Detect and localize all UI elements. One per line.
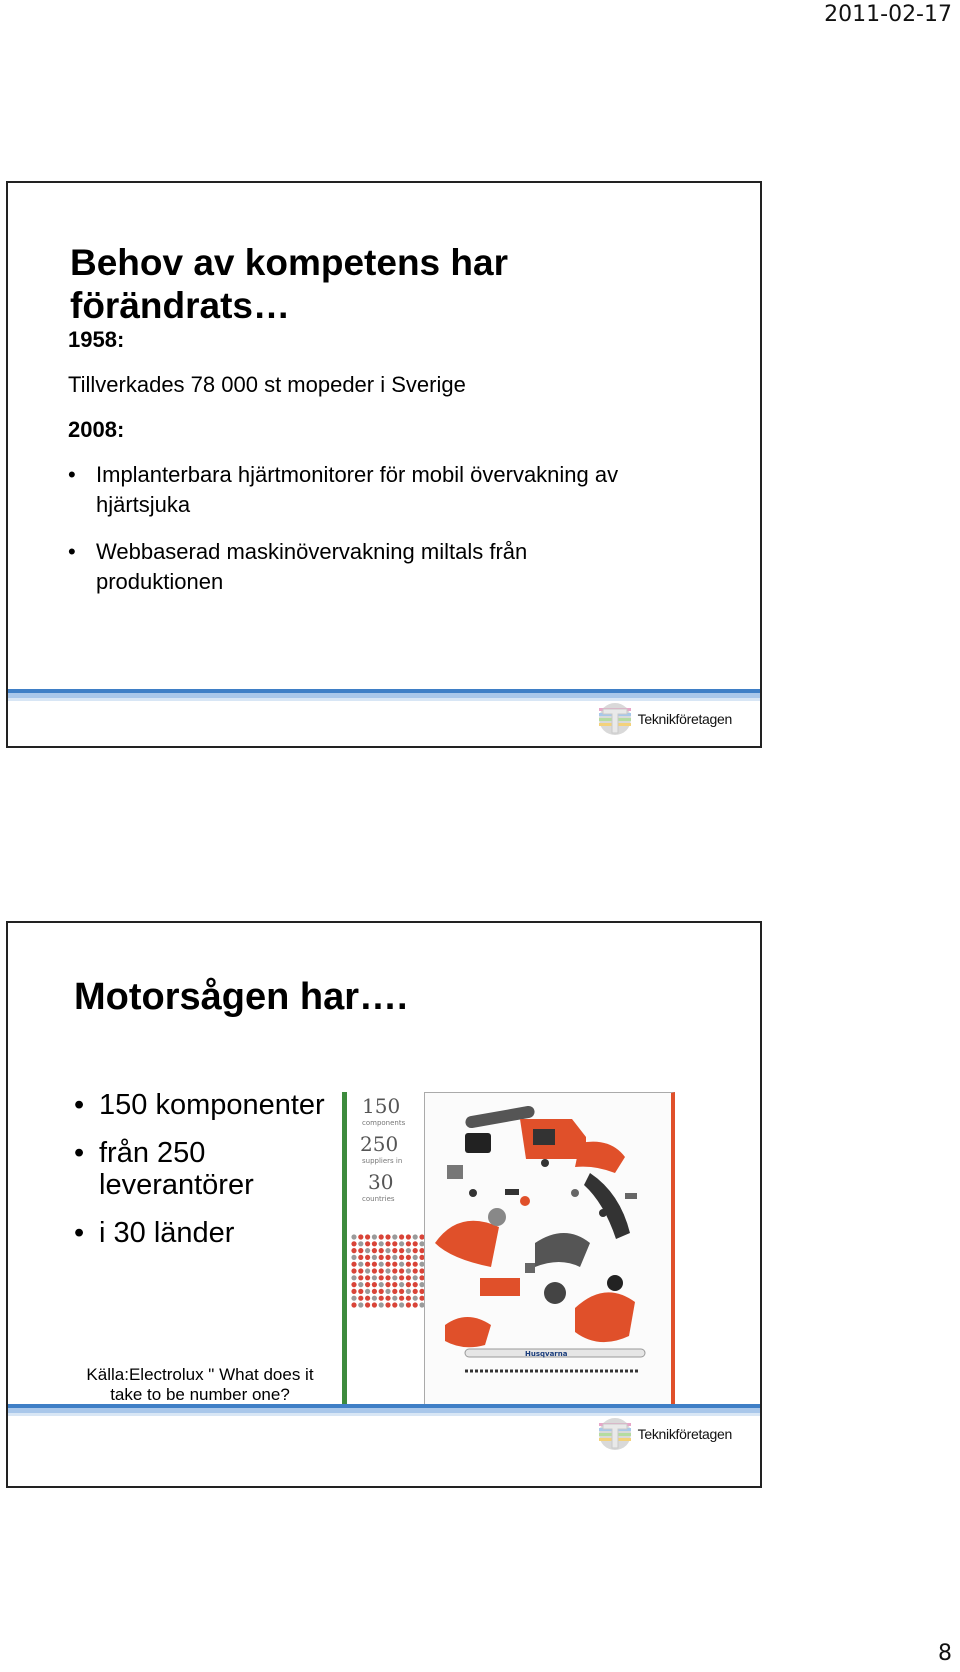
supplier-dot xyxy=(392,1302,397,1307)
supplier-dot xyxy=(392,1282,397,1287)
supplier-dot xyxy=(379,1234,384,1239)
supplier-dot xyxy=(413,1241,418,1246)
supplier-dot xyxy=(372,1289,377,1294)
supplier-dot xyxy=(372,1262,377,1267)
supplier-dot xyxy=(392,1255,397,1260)
supplier-dot xyxy=(392,1241,397,1246)
supplier-dot xyxy=(392,1289,397,1294)
supplier-dot xyxy=(399,1275,404,1280)
supplier-dot xyxy=(385,1282,390,1287)
supplier-dot xyxy=(385,1255,390,1260)
supplier-dot xyxy=(413,1275,418,1280)
divider xyxy=(342,1092,347,1408)
supplier-dot xyxy=(385,1241,390,1246)
supplier-dot xyxy=(399,1255,404,1260)
supplier-dot xyxy=(406,1289,411,1294)
supplier-dot xyxy=(365,1302,370,1307)
supplier-dot xyxy=(392,1268,397,1273)
supplier-dot xyxy=(385,1248,390,1253)
supplier-dot xyxy=(372,1268,377,1273)
supplier-dot xyxy=(379,1262,384,1267)
chainsaw-exploded-image xyxy=(424,1092,675,1408)
supplier-dot xyxy=(385,1302,390,1307)
supplier-dot xyxy=(406,1234,411,1239)
supplier-dot xyxy=(379,1268,384,1273)
supplier-dot xyxy=(385,1275,390,1280)
supplier-dot xyxy=(358,1282,363,1287)
source-caption: Källa:Electrolux " What does it take to be number one? xyxy=(86,1365,314,1404)
supplier-dot xyxy=(413,1262,418,1267)
supplier-dot xyxy=(399,1296,404,1301)
supplier-dot xyxy=(351,1289,356,1294)
supplier-dot xyxy=(358,1275,363,1280)
supplier-dot xyxy=(358,1241,363,1246)
supplier-dot xyxy=(365,1275,370,1280)
label-1958: 1958: xyxy=(68,327,125,352)
page-number: 8 xyxy=(938,1641,952,1666)
supplier-dot xyxy=(365,1296,370,1301)
svg-text:countries: countries xyxy=(362,1195,395,1203)
supplier-dot xyxy=(372,1282,377,1287)
supplier-dot xyxy=(365,1241,370,1246)
supplier-dot xyxy=(399,1268,404,1273)
slide-title: Motorsågen har…. xyxy=(74,976,408,1018)
supplier-dot xyxy=(385,1268,390,1273)
slide-title: Behov av kompetens har förändrats… xyxy=(70,242,508,326)
list-item: • 150 komponenter xyxy=(74,1089,325,1121)
supplier-dot xyxy=(365,1255,370,1260)
supplier-dot xyxy=(406,1248,411,1253)
supplier-dot xyxy=(406,1255,411,1260)
supplier-dot xyxy=(358,1255,363,1260)
supplier-dot xyxy=(385,1289,390,1294)
supplier-dot xyxy=(351,1241,356,1246)
svg-text:30: 30 xyxy=(368,1170,394,1194)
supplier-dot xyxy=(379,1248,384,1253)
supplier-dot xyxy=(351,1262,356,1267)
bullet-icon: • xyxy=(74,1089,85,1121)
bullet-icon: • xyxy=(68,539,76,564)
slide-chainsaw xyxy=(6,921,762,1488)
list-item: • Implanterbara hjärtmonitorer för mobil övervakning av hjärtsjuka xyxy=(68,460,618,520)
supplier-dot xyxy=(372,1248,377,1253)
supplier-dot xyxy=(399,1241,404,1246)
footer-band xyxy=(8,1404,760,1416)
bullet-icon: • xyxy=(68,462,76,487)
supplier-dot xyxy=(392,1275,397,1280)
supplier-dot xyxy=(385,1234,390,1239)
supplier-dot xyxy=(413,1234,418,1239)
bullet-icon: • xyxy=(74,1137,85,1169)
svg-text:suppliers in: suppliers in xyxy=(362,1157,403,1165)
supplier-dot xyxy=(358,1268,363,1273)
supplier-dot xyxy=(406,1268,411,1273)
supplier-dot xyxy=(365,1234,370,1239)
supplier-dot xyxy=(413,1255,418,1260)
supplier-dot xyxy=(413,1282,418,1287)
supplier-dot xyxy=(413,1289,418,1294)
supplier-dot xyxy=(365,1268,370,1273)
supplier-dot xyxy=(406,1296,411,1301)
supplier-dot xyxy=(392,1262,397,1267)
supplier-dot xyxy=(399,1302,404,1307)
page-date: 2011-02-17 xyxy=(824,2,952,27)
supplier-dot xyxy=(358,1296,363,1301)
teknikforetagen-icon xyxy=(598,702,632,736)
supplier-dot xyxy=(351,1282,356,1287)
supplier-dot xyxy=(351,1255,356,1260)
supplier-dot xyxy=(358,1289,363,1294)
supplier-dot xyxy=(399,1248,404,1253)
supplier-dot xyxy=(385,1262,390,1267)
supplier-dot xyxy=(351,1268,356,1273)
teknikforetagen-logo: Teknikföretagen xyxy=(598,1417,732,1451)
stats-graphic xyxy=(358,1093,424,1213)
supplier-dot xyxy=(365,1282,370,1287)
list-item: • Webbaserad maskinövervakning miltals från produktionen xyxy=(68,537,527,597)
supplier-dot xyxy=(365,1262,370,1267)
supplier-dot xyxy=(392,1234,397,1239)
supplier-dot xyxy=(379,1255,384,1260)
supplier-dot-grid xyxy=(350,1233,426,1309)
supplier-dot xyxy=(351,1248,356,1253)
label-2008: 2008: xyxy=(68,417,125,442)
svg-text:Husqvarna: Husqvarna xyxy=(525,1350,568,1358)
supplier-dot xyxy=(351,1296,356,1301)
supplier-dot xyxy=(372,1241,377,1246)
supplier-dot xyxy=(372,1275,377,1280)
supplier-dot xyxy=(379,1296,384,1301)
svg-text:components: components xyxy=(362,1119,406,1127)
supplier-dot xyxy=(372,1255,377,1260)
supplier-dot xyxy=(379,1241,384,1246)
supplier-dot xyxy=(358,1262,363,1267)
supplier-dot xyxy=(351,1275,356,1280)
teknikforetagen-icon xyxy=(598,1417,632,1451)
supplier-dot xyxy=(392,1296,397,1301)
supplier-dot xyxy=(399,1234,404,1239)
supplier-dot xyxy=(351,1302,356,1307)
teknikforetagen-logo: Teknikföretagen xyxy=(598,702,732,736)
supplier-dot xyxy=(372,1302,377,1307)
supplier-dot xyxy=(413,1296,418,1301)
list-item: • från 250 leverantörer xyxy=(74,1137,254,1201)
supplier-dot xyxy=(379,1275,384,1280)
chainsaw-parts-illustration xyxy=(425,1093,671,1405)
supplier-dot xyxy=(358,1234,363,1239)
supplier-dot xyxy=(406,1241,411,1246)
text-1958: Tillverkades 78 000 st mopeder i Sverige xyxy=(68,372,466,397)
supplier-dot xyxy=(406,1275,411,1280)
supplier-dot xyxy=(406,1262,411,1267)
supplier-dot xyxy=(413,1268,418,1273)
supplier-dot xyxy=(372,1296,377,1301)
bullet-icon: • xyxy=(74,1217,85,1249)
supplier-dot xyxy=(358,1248,363,1253)
supplier-dot xyxy=(399,1282,404,1287)
supplier-dot xyxy=(365,1289,370,1294)
supplier-dot xyxy=(379,1289,384,1294)
supplier-dot xyxy=(392,1248,397,1253)
supplier-dot xyxy=(372,1234,377,1239)
supplier-dot xyxy=(351,1234,356,1239)
supplier-dot xyxy=(413,1302,418,1307)
svg-text:150: 150 xyxy=(362,1094,401,1118)
supplier-dot xyxy=(413,1248,418,1253)
svg-text:250: 250 xyxy=(360,1132,399,1156)
supplier-dot xyxy=(399,1289,404,1294)
footer-band xyxy=(8,689,760,701)
slide-competence xyxy=(6,181,762,748)
supplier-dot xyxy=(365,1248,370,1253)
supplier-dot xyxy=(399,1262,404,1267)
supplier-dot xyxy=(406,1282,411,1287)
supplier-dot xyxy=(385,1296,390,1301)
supplier-dot xyxy=(379,1302,384,1307)
supplier-dot xyxy=(406,1302,411,1307)
list-item: • i 30 länder xyxy=(74,1217,235,1249)
supplier-dot xyxy=(379,1282,384,1287)
supplier-dot xyxy=(358,1302,363,1307)
